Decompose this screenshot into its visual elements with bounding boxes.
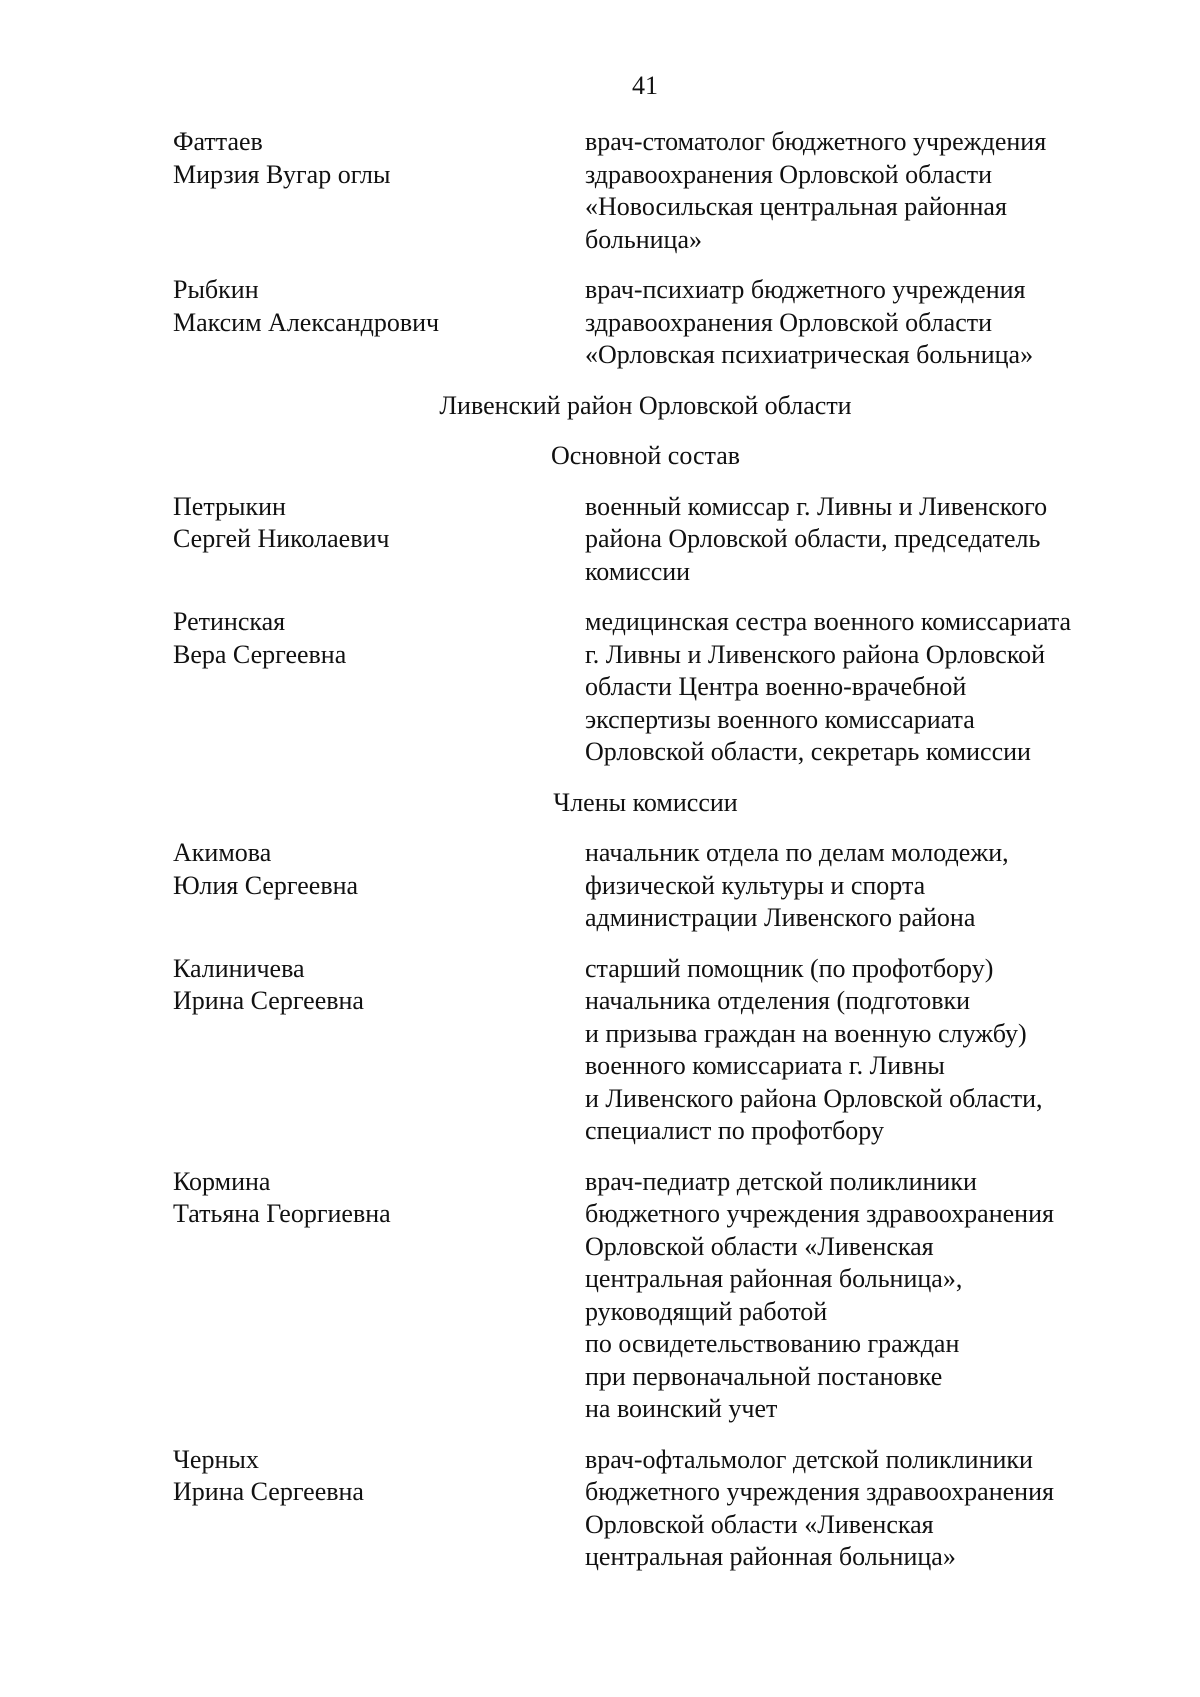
member-surname: Калиничева (173, 953, 305, 983)
position-line: больница» (585, 224, 702, 254)
position-line: при первоначальной постановке (585, 1361, 943, 1391)
member-entry (173, 491, 1133, 589)
member-given-names: Мирзия Вугар оглы (173, 159, 391, 189)
position-line: Орловской области, секретарь комиссии (585, 737, 1031, 766)
section-heading: Основной состав (550, 441, 741, 470)
position-line: военный комиссар г. Ливны и Ливенского (585, 491, 1048, 521)
member-name (173, 491, 585, 589)
member-entry (173, 1166, 1133, 1426)
member-name (173, 274, 585, 372)
member-name (173, 606, 585, 769)
position-line: медицинская сестра военного комиссариата (585, 607, 1072, 636)
member-position (585, 491, 1133, 589)
member-position (585, 1166, 1133, 1426)
position-line: бюджетного учреждения здравоохранения (585, 1199, 1054, 1228)
member-given-names: Ирина Сергеевна (173, 986, 364, 1015)
section-heading: Ливенский район Орловской области (439, 390, 852, 420)
position-line: Орловской области «Ливенская (585, 1231, 934, 1261)
position-line: начальник отдела по делам молодежи, (585, 838, 1009, 867)
member-surname: Петрыкин (173, 491, 286, 521)
member-surname: Фаттаев (173, 127, 263, 156)
position-line: по освидетельствованию граждан (585, 1329, 960, 1358)
position-line: физической культуры и спорта (585, 870, 926, 900)
member-surname: Черных (173, 1444, 259, 1474)
position-line: «Новосильская центральная районная (585, 192, 1007, 221)
position-line: здравоохранения Орловской области (585, 307, 993, 337)
member-position (585, 274, 1133, 372)
position-line: и призыва граждан на военную службу) (585, 1018, 1027, 1048)
position-line: бюджетного учреждения здравоохранения (585, 1477, 1054, 1506)
position-line: старший помощник (по профотбору) (585, 953, 994, 983)
member-given-names: Татьяна Георгиевна (173, 1199, 391, 1228)
member-name (173, 126, 585, 256)
page-number: 41 (632, 71, 658, 100)
member-position (585, 126, 1133, 256)
section-heading: Члены комиссии (553, 787, 738, 817)
position-line: врач-офтальмолог детской поликлиники (585, 1444, 1033, 1474)
position-line: начальника отделения (подготовки (585, 986, 971, 1015)
member-entry (173, 274, 1133, 372)
position-line: на воинский учет (585, 1394, 778, 1423)
position-line: области Центра военно-врачебной (585, 672, 967, 701)
member-entry (173, 953, 1133, 1148)
member-given-names: Вера Сергеевна (173, 639, 347, 669)
position-line: врач-стоматолог бюджетного учреждения (585, 127, 1047, 156)
position-line: и Ливенского района Орловской области, (585, 1083, 1043, 1113)
position-line: комиссии (585, 556, 691, 586)
position-line: специалист по профотбору (585, 1116, 884, 1145)
member-name (173, 1444, 585, 1574)
member-name (173, 837, 585, 935)
position-line: экспертизы военного комиссариата (585, 704, 975, 734)
position-line: «Орловская психиатрическая больница» (585, 340, 1034, 369)
position-line: руководящий работой (585, 1296, 828, 1326)
position-line: района Орловской области, председатель (585, 524, 1041, 553)
position-line: военного комиссариата г. Ливны (585, 1051, 945, 1080)
position-line: здравоохранения Орловской области (585, 159, 993, 189)
position-line: г. Ливны и Ливенского района Орловской (585, 639, 1046, 669)
position-line: Орловской области «Ливенская (585, 1509, 934, 1539)
member-position (585, 953, 1133, 1148)
member-given-names: Сергей Николаевич (173, 524, 390, 553)
member-entry (173, 126, 1133, 256)
member-name (173, 953, 585, 1148)
position-line: администрации Ливенского района (585, 903, 976, 932)
member-entry (173, 1444, 1133, 1574)
member-position (585, 606, 1133, 769)
position-line: врач-педиатр детской поликлиники (585, 1166, 977, 1196)
member-given-names: Ирина Сергеевна (173, 1477, 364, 1506)
member-position (585, 837, 1133, 935)
commission-list (173, 126, 1133, 1592)
member-given-names: Юлия Сергеевна (173, 870, 359, 900)
position-line: врач-психиатр бюджетного учреждения (585, 275, 1026, 304)
member-entry (173, 837, 1133, 935)
member-surname: Рыбкин (173, 275, 259, 304)
member-given-names: Максим Александрович (173, 307, 440, 337)
position-line: центральная районная больница» (585, 1542, 956, 1571)
position-line: центральная районная больница», (585, 1264, 963, 1293)
member-entry (173, 606, 1133, 769)
member-surname: Акимова (173, 838, 272, 867)
member-position (585, 1444, 1133, 1574)
member-surname: Ретинская (173, 607, 286, 636)
member-name (173, 1166, 585, 1426)
member-surname: Кормина (173, 1166, 271, 1196)
